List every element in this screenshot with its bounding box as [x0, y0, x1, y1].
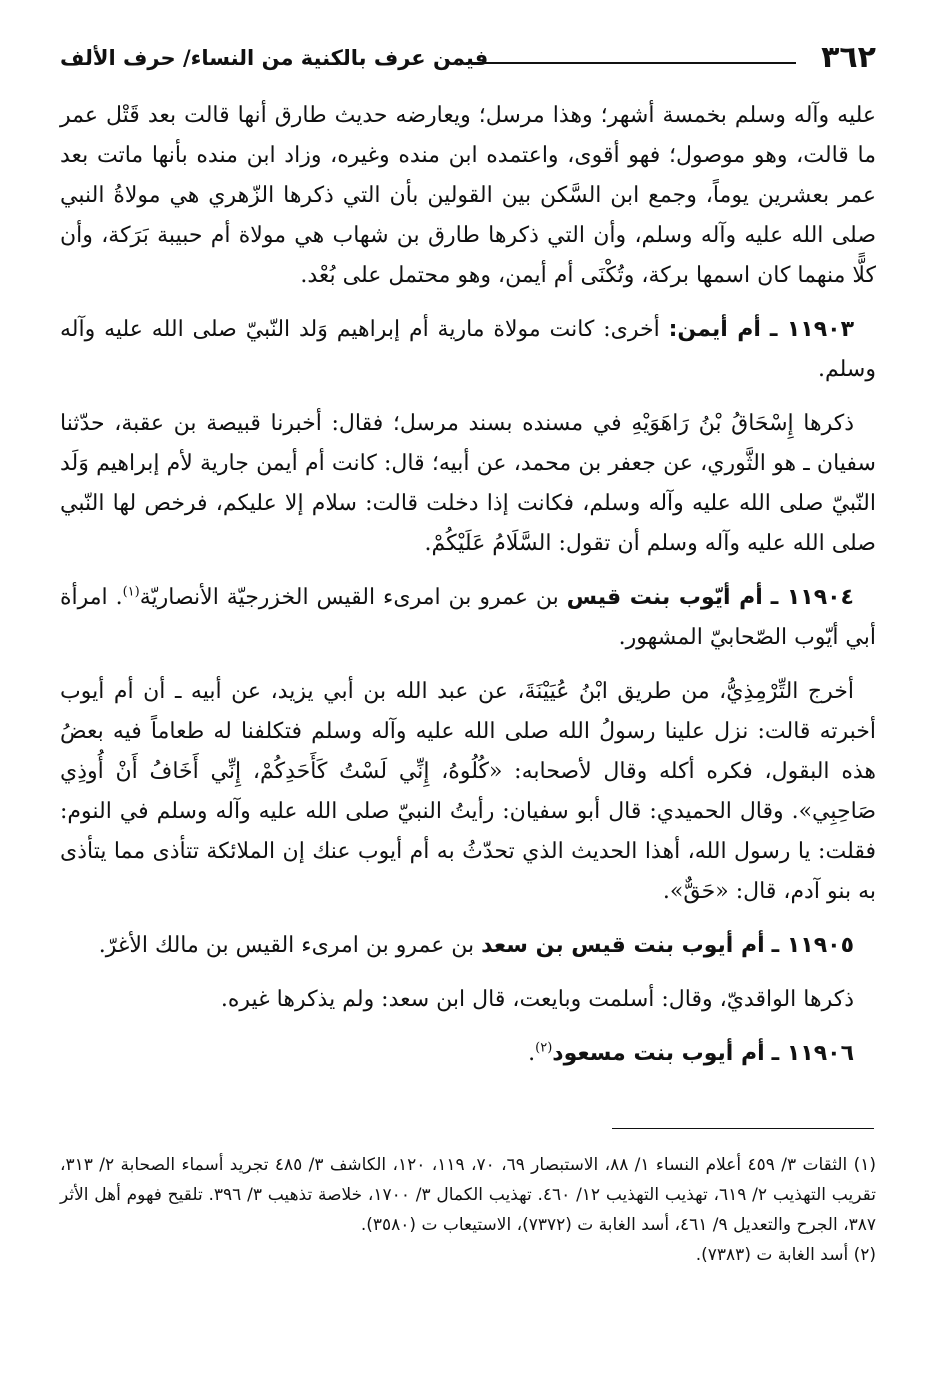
entry-number: ١١٩٠٦ ـ: [771, 1041, 854, 1066]
page-header: [60, 38, 876, 82]
entry-number: ١١٩٠٥ ـ: [771, 933, 854, 958]
entry-text: بن عمرو بن امرىء القيس بن مالك الأغرّ.: [98, 933, 482, 958]
footnotes: [60, 1150, 876, 1270]
entry-name: أم أيمن:: [668, 317, 761, 342]
footnote-ref-1[interactable]: (١): [122, 584, 140, 600]
entry-heading-11905: [60, 926, 876, 966]
entry-name: أم أيوب بنت مسعود: [552, 1041, 765, 1066]
entry-tail: . امرأة أبي أيّوب الصّحابيّ المشهور.: [60, 585, 876, 650]
entry-heading-11903: [60, 310, 876, 390]
entry-text: بن عمرو بن امرىء القيس الخزرجيّة الأنصاريّة: [139, 585, 567, 610]
intro-paragraph: عليه وآله وسلم بخمسة أشهر؛ وهذا مرسل؛ ويعارضه حديث طارق أنها قالت بعد قَتْل عمر ما قالت، وهو موصول؛ فهو أقوى، واعتمده ابن منده وغيره، وزاد ابن منده بأنها ماتت بعد عمر بعشرين يوماً، وجمع ابن السَّكن بين القولين بأن التي ذكرها الزّهري هي مولاةُ النبي صلى الله عليه وآله وسلم، وأن التي ذكرها طارق بن شهاب هي مولاة أم حبيبة بَرَكة، وأن كلًّا منهما كان اسمها بركة، وتُكْنَى أم أيمن، وهو محتمل على بُعْد.: [60, 103, 876, 288]
entry-paragraph: ذكرها إِسْحَاقُ بْنُ رَاهَوَيْهِ في مسنده بسند مرسل؛ فقال: أخبرنا قبيصة بن عقبة، حدّثنا سفيان ـ هو الثَّوري، عن جعفر بن محمد، عن أبيه؛ قال: كانت أم أيمن جارية لأم إبراهيم وَلَد النّبيّ صلى الله عليه وآله وسلم، فكانت إذا دخلت قالت: سلام إلا عليكم، فرخص لها النّبي صلى الله عليه وآله وسلم أن تقول: السَّلَامُ عَلَيْكُمْ.: [60, 411, 876, 556]
entry-name: أم أيّوب بنت قيس: [566, 585, 763, 610]
body-text: [60, 96, 876, 1088]
footnote-ref-2[interactable]: (٢): [535, 1040, 553, 1056]
entry-paragraph: أخرج التِّرْمِذِيُّ، من طريق ابْنُ عُيَيْنَةَ، عن عبد الله بن أبي يزيد، عن أبيه ـ أن أم أيوب أخبرته قالت: نزل علينا رسولُ الله صلى الله عليه وآله وسلم فتكلفنا له طعاماً فيه بعضُ هذه البقول، فكره أكله وقال لأصحابه: «كُلُوهُ، إِنِّي لَسْتُ كَأَحَدِكُمْ، إِنِّي أَخَافُ أَنْ أُوذِي صَاحِبِي». وقال الحميدي: قال أبو سفيان: رأيتُ النبيّ صلى الله عليه وآله وسلم في النوم: فقلت: يا رسول الله، أهذا الحديث الذي تحدّثُ به أم أيوب عنك إن الملائكة تتأذى مما يتأذى به بنو آدم، قال: «حَقٌّ».: [60, 679, 877, 904]
entry-heading-11906: [60, 1034, 876, 1074]
running-title: فيمن عرف بالكنية من النساء/ حرف الألف: [60, 46, 489, 70]
entry-number: ١١٩٠٣ ـ: [769, 317, 854, 342]
entry-paragraph: ذكرها الواقديّ، وقال: أسلمت وبايعت، قال ابن سعد: ولم يذكرها غيره.: [220, 987, 854, 1012]
entry-text: أخرى: كانت مولاة مارية أم إبراهيم وَلد النّبيّ صلى الله عليه وآله وسلم.: [60, 317, 876, 382]
footnote-2: (٢) أسد الغابة ت (٧٣٨٣).: [695, 1245, 876, 1265]
entry-number: ١١٩٠٤ ـ: [770, 585, 854, 610]
footnote-separator: [612, 1128, 874, 1129]
entry-heading-11904: [60, 578, 876, 658]
entry-tail: .: [528, 1041, 536, 1066]
header-rule: [466, 62, 796, 64]
footnote-1: (١) الثقات ٣/ ٤٥٩ أعلام النساء ١/ ٨٨، الاستبصار ٦٩، ٧٠، ١١٩، ١٢٠، الكاشف ٣/ ٤٨٥ تجريد أسماء الصحابة ٢/ ٣١٣، تقريب التهذيب ٢/ ٦١٩، تهذيب التهذيب ١٢/ ٤٦٠. تهذيب الكمال ٣/ ١٧٠٠، خلاصة تذهيب ٣/ ٣٩٦. تلقيح فهوم أهل الأثر ٣٨٧، الجرح والتعديل ٩/ ٤٦١، أسد الغابة ت (٧٣٧٢)، الاستيعاب ت (٣٥٨٠).: [60, 1155, 877, 1235]
page-number: ٣٦٢: [821, 40, 876, 75]
entry-name: أم أيوب بنت قيس بن سعد: [481, 933, 765, 958]
